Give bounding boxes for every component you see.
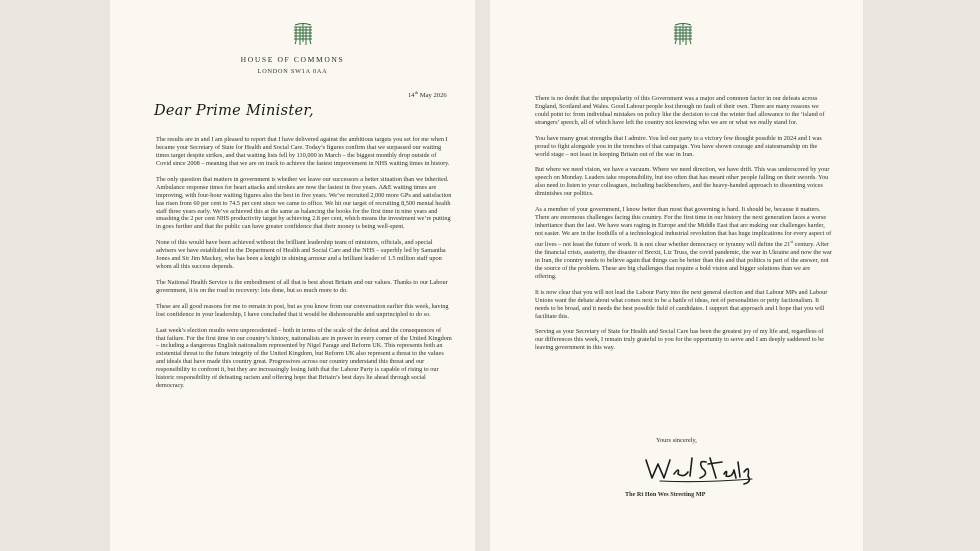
- letterhead-title: HOUSE OF COMMONS: [240, 55, 345, 64]
- portcullis-icon: [292, 22, 314, 46]
- paragraph: The only question that matters in government is whether we leave our successors a better situation than we inherited. Ambulance response times for heart attacks and strokes are now the fastest in five years. A&E waiting times are improving, with four-hour waiting figures also the best in five years. We’ve recruited 2,000 more GPs and satisfaction has risen from 60 per cent to 74.5 per cent since we came to office. We hit our target of recruiting 8,500 mental health staff three years early. We’ve achieved this at the same as balancing the books for the first time in nine years and smashing the 2 per cent NHS productivity target by achieving 2.8 per cent, which means the investment we’re putting in goes further and that the public can have greater confidence that their money is being well-spent.: [156, 175, 452, 231]
- paragraph: These are all good reasons for me to remain in post, but as you know from our conversation earlier this week, having lost confidence in your leadership, I have concluded that it would be dishonourable and unprincipled to do so.: [156, 302, 449, 318]
- paragraph: None of this would have been achieved without the brilliant leadership team of ministers, officials, and special advisers we have established in the Department of Health and Social Care and the NHS – superbly led by Samantha Jones and Sir Jim Mackey, who has been a knight in shining armour and a brilliant leader of 1.5 million staff upon whom all this success depends.: [156, 239, 446, 271]
- letter-page-2: [490, 0, 863, 551]
- letterhead-address: LONDON SW1A 0AA: [257, 68, 328, 75]
- letter-date: 14th May 2026: [408, 90, 447, 100]
- letter-body-page-1: [156, 136, 452, 398]
- paragraph: Serving as your Secretary of State for Health and Social Care has been the greatest joy of my life and, regardless of our differences this week, I remain truly grateful to you for the opportunity to serve and I am deeply saddened to be leaving government in this way.: [535, 328, 825, 352]
- paragraph: It is now clear that you will not lead the Labour Party into the next general election and that Labour MPs and Labour Unions want the debate about what comes next to be a battle of ideas, not of personalities or petty factionalism. It needs to be broad, and it needs the best possible field of candidates. I support that approach and I hope that you will facilitate this.: [535, 288, 828, 320]
- letter-page-1: [110, 0, 475, 551]
- paragraph: The National Health Service is the embodiment of all that is best about Britain and our values. Thanks to our Labour government, it is on the road to recovery: lots done, but so much more to do.: [156, 278, 448, 294]
- paragraph: There is no doubt that the unpopularity of this Government was a major and common factor in our defeats across England, Scotland and Wales. Good Labour people lost through no fault of their own. There are many reasons we could point to: from individual mistakes on policy like the decision to cut the winter fuel allowance to the ‘island of strangers’ speech, all of which have left the country not knowing who we are or what we really stand for.: [535, 95, 825, 126]
- salutation: Dear Prime Minister,: [154, 103, 314, 119]
- paragraph: As a member of your government, I know better than most that governing is hard. It should be, because it matters. There are enormous challenges facing this country. For the first time in our history the next generation faces a worse inheritance than the last. We have wars raging in Europe and the Middle East that are making our challenges harder, not easier. We are in the foothills of a technological industrial revolution that has huge implications for every aspect of our lives – not least the future of work. It is not clear whether democracy or tyranny will define the 21st century. After the financial crisis, austerity, the disaster of Brexit, Liz Truss, the covid pandemic, the war in Ukraine and now the war in Iran, the country needs to believe again that things can be better than this and that politics is part of the answer, not the source of the problem. These are big challenges that require a bold vision and bigger solutions than we are offering.: [535, 206, 832, 280]
- paragraph: Last week’s election results were unprecedented – both in terms of the scale of the defeat and the consequences of that failure. For the first time in our country’s history, nationalists are in power in every corner of the United Kingdom – including a dangerous English nationalism represented by Nigel Farage and Reform UK. This represents both an existential threat to the future integrity of the United Kingdom, but Reform UK also represent a threat to the values and ideals that have made this country great. Progressives across our country understand this threat and our responsibility to confront it, but they are increasingly losing faith that the Labour Party is capable of rising to our historic responsibility of defeating racism and offering hope that Britain’s best days lie ahead through social democracy.: [156, 326, 452, 390]
- paragraph: You have many great strengths that I admire. You led our party to a victory few thought possible in 2024 and I was proud to fight alongside you in the trenches of that campaign. You have shown courage and statesmanship on the world stage – not least in keeping Britain out of the war in Iran.: [535, 134, 822, 158]
- signature-icon: [640, 450, 758, 486]
- portcullis-icon: [672, 22, 694, 46]
- paragraph: The results are in and I am pleased to report that I have delivered against the ambitious targets you set for me when I became your Secretary of State for Health and Social Care. Today’s figures confirm that we surpassed our waiting times target despite strikes, and that waiting lists fell by 110,000 in March – the biggest monthly drop outside of Covid since 2008 – meaning that we are on track to achieve the fastest improvement in NHS waiting times in history.: [156, 136, 450, 167]
- paragraph: But where we need vision, we have a vacuum. Where we need direction, we have drift. This was underscored by your speech on Monday. Leaders take responsibility, but too often that has meant other people falling on their swords. You also need to listen to your colleagues, including backbenchers, and the heavy-handed approach to dissenting voices diminishes our politics.: [535, 166, 830, 198]
- letter-body-page-2: [535, 95, 833, 360]
- signoff: Yours sincerely,: [656, 437, 697, 444]
- signatory-name: The Rt Hon Wes Streeting MP: [625, 491, 706, 498]
